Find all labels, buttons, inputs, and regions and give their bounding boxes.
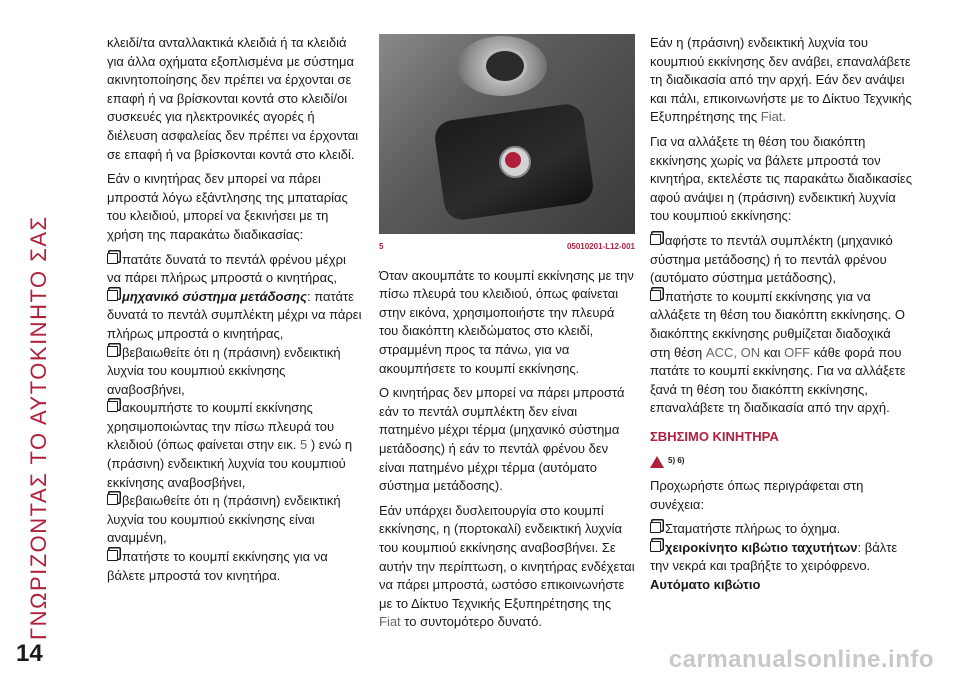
- checkbox-icon: [107, 253, 118, 264]
- list-item: αφήστε το πεντάλ συμπλέκτη (μηχανικό σύστημα μετάδοσης) ή το πεντάλ φρένου (αυτόματο σύστημα μετάδοσης),: [650, 232, 893, 286]
- figure-key-start-button: [379, 34, 635, 234]
- paragraph: Για να αλλάξετε τη θέση του διακόπτη εκκίνησης χωρίς να βάλετε μπροστά τον κινητήρα, εκτελέστε τις παρακάτω διαδικασίες αφού ανάψει η (πράσινη) ενδεικτική λυχνία του κουμπιού εκκίνησης:: [650, 133, 912, 224]
- checkbox-icon: [650, 541, 661, 552]
- column-3: [650, 34, 912, 595]
- paragraph: Ο κινητήρας δεν μπορεί να πάρει μπροστά εάν το πεντάλ συμπλέκτη δεν είναι πατημένο μέχρι τέρμα (μηχανικό σύστημα μετάδοσης) ή εάν το πεντάλ φρένου δεν είναι πατημένο μέχρι τέρμα (αυτόματο σύστημα μετάδοσης).: [379, 385, 625, 494]
- sidebar-section-title: ΓΝΩΡΙΖΟΝΤΑΣ ΤΟ ΑΥΤΟΚΙΝΗΤΟ ΣΑΣ: [26, 215, 51, 640]
- list-item: ακουμπήστε το κουμπί εκκίνησης χρησιμοποιώντας την πίσω πλευρά του κλειδιού (όπως φαίνεται στην εικ. 5 ) ενώ η (πράσινη) ενδεικτική λυχνία του κουμπιού εκκίνησης αναβοσβήνει,: [107, 400, 353, 490]
- checkbox-icon: [107, 346, 118, 357]
- list-item: πατήστε το κουμπί εκκίνησης για να βάλετε μπροστά τον κινητήρα.: [107, 549, 328, 583]
- list-item: βεβαιωθείτε ότι η (πράσινη) ενδεικτική λυχνία του κουμπιού εκκίνησης αναβοσβήνει,: [107, 344, 341, 397]
- paragraph: Προχωρήστε όπως περιγράφεται στη συνέχεια:: [650, 478, 864, 512]
- figure-code: 05010201-L12-001: [566, 242, 635, 251]
- list-item: πατάτε δυνατά το πεντάλ φρένου μέχρι να πάρει πλήρως μπροστά ο κινητήρας,: [107, 251, 346, 286]
- column-1: [107, 34, 362, 585]
- list-item: Σταματήστε πλήρως το όχημα.: [650, 520, 912, 539]
- list-item: χειροκίνητο κιβώτιο ταχυτήτων: βάλτε την νεκρά και τραβήξτε το χειρόφρενο. Αυτόματο κιβώτιο: [650, 539, 898, 593]
- list-item: βεβαιωθείτε ότι η (πράσινη) ενδεικτική λυχνία του κουμπιού εκκίνησης είναι αναμμένη,: [107, 493, 341, 546]
- warning-ref-numbers: 5) 6): [668, 456, 685, 466]
- section-title: ΣΒΗΣΙΜΟ ΚΙΝΗΤΗΡΑ: [650, 428, 779, 444]
- figure-caption: [379, 238, 635, 257]
- checkbox-icon: [650, 234, 661, 245]
- brand-name: Fiat.: [760, 109, 787, 125]
- watermark: carmanualsonline.info: [668, 646, 934, 673]
- brand-name: Fiat: [379, 614, 401, 630]
- page-number: 14: [16, 640, 43, 667]
- list-item: πατήστε το κουμπί εκκίνησης για να αλλάξετε τη θέση του διακόπτη εκκίνησης. Ο διακόπτης εκκίνησης ρυθμίζεται διαδοχικά στη θέση ACC, ON και OFF κάθε φορά που πατάτε το κουμπί εκκίνησης. Για να αλλάξετε ξανά τη θέση του διακόπτη εκκίνησης, επαναλάβετε τη διαδικασία από την αρχή.: [650, 288, 906, 416]
- column-2: [379, 34, 635, 638]
- checkbox-icon: [650, 290, 661, 301]
- checkbox-icon: [107, 550, 118, 561]
- paragraph: Εάν ο κινητήρας δεν μπορεί να πάρει μπροστά λόγω εξάντλησης της μπαταρίας του κλειδιού, μπορεί να ξεκινήσει με τη χρήση της παρακάτω διαδικασίας:: [107, 171, 348, 242]
- start-button-center: [483, 48, 527, 84]
- paragraph: Όταν ακουμπάτε το κουμπί εκκίνησης με την πίσω πλευρά του κλειδιού, όπως φαίνεται στην εικόνα, χρησιμοποιήστε την πλευρά του διακόπτη κλειδώματος στο κλειδί, στραμμένη προς τα πάνω, για να ακουμπήσετε το κουμπί εκκίνησης.: [379, 267, 634, 376]
- list-item: μηχανικό σύστημα μετάδοσης: πατάτε δυνατά το πεντάλ συμπλέκτη μέχρι να πάρει πλήρως μπροστά ο κινητήρας,: [107, 288, 362, 341]
- checkbox-icon: [107, 290, 118, 301]
- warning-references: [650, 452, 912, 471]
- warning-triangle-icon: [650, 456, 664, 468]
- checkbox-icon: [107, 401, 118, 412]
- checkbox-icon: [650, 522, 661, 533]
- key-logo-center: [505, 152, 521, 168]
- paragraph: Εάν η (πράσινη) ενδεικτική λυχνία του κουμπιού εκκίνησης δεν ανάβει, επαναλάβετε τη διαδικασία από την αρχή. Εάν δεν ανάψει και πάλι, επικοινωνήστε με το Δίκτυο Τεχνικής Εξυπηρέτησης της Fiat.: [650, 35, 912, 125]
- checkbox-icon: [107, 494, 118, 505]
- figure-number: 5: [379, 242, 384, 251]
- figure-reference: 5: [299, 437, 308, 453]
- paragraph: κλειδί/τα ανταλλακτικά κλειδιά ή τα κλειδιά για άλλα οχήματα εξοπλισμένα με σύστημα ακινητοποίησης δεν πρέπει να έρχονται σε επαφή ή να βρίσκονται κοντά στο κλειδί/οι συσκευές για ηλεκτρονικές αγορές ή διέλευση ασφαλείας δεν πρέπει να έρχονται σε επαφή ή να βρίσκονται κοντά στο κλειδί.: [107, 35, 359, 162]
- paragraph: Εάν υπάρχει δυσλειτουργία στο κουμπί εκκίνησης, η (πορτοκαλί) ενδεικτική λυχνία του κουμπιού εκκίνησης αναβοσβήνει. Σε αυτήν την περίπτωση, ο κινητήρας ενδέχεται να πάρει μπροστά, ωστόσο επικοινωνήστε με το Δίκτυο Τεχνικής Εξυπηρέτησης της Fiat το συντομότερο δυνατό.: [379, 502, 635, 630]
